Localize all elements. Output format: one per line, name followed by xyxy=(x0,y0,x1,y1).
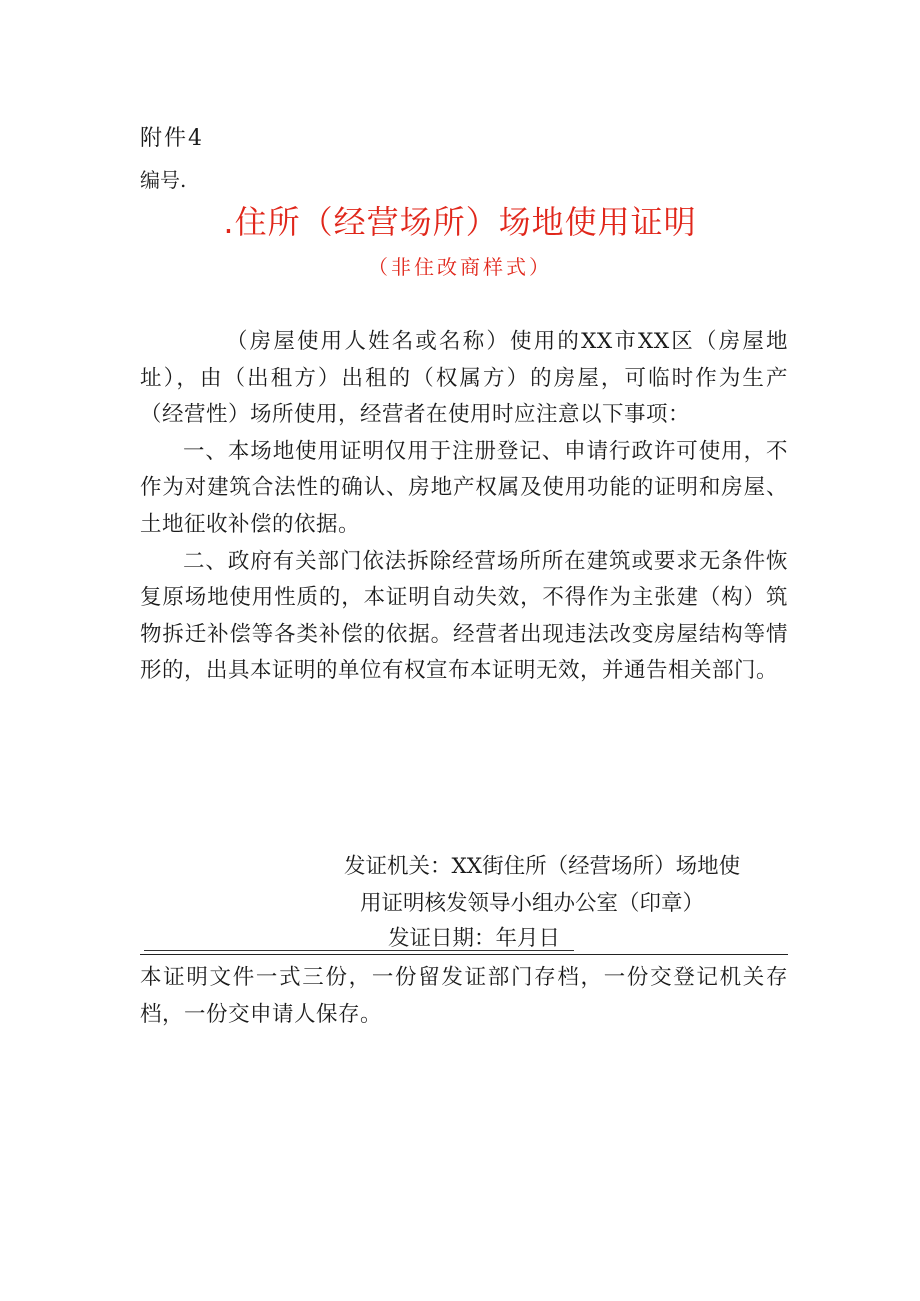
body-paragraph-item-1: 一、本场地使用证明仅用于注册登记、申请行政许可使用，不作为对建筑合法性的确认、房地产权属及使用功能的证明和房屋、土地征收补偿的依据。 xyxy=(140,438,788,537)
serial-number-label: 编号. xyxy=(140,168,187,192)
issuing-authority-line-2: 用证明核发领导小组办公室（印章） xyxy=(360,891,705,916)
issue-date-row xyxy=(144,924,788,954)
attachment-label: 附件4 xyxy=(140,126,204,151)
footer-divider xyxy=(140,954,788,955)
document-title: .住所（经营场所）场地使用证明 xyxy=(223,203,697,241)
issuing-authority xyxy=(344,848,790,922)
body-paragraph-intro: （房屋使用人姓名或名称）使用的XX市XX区（房屋地址），由（出租方）出租的（权属方）的房屋，可临时作为生产（经营性）场所使用，经营者在使用时应注意以下事项： xyxy=(140,329,788,428)
body-paragraph-item-2: 二、政府有关部门依法拆除经营场所所在建筑或要求无条件恢复原场地使用性质的，本证明自动失效，不得作为主张建（构）筑物拆迁补偿等各类补偿的依据。经营者出现违法改变房屋结构等情形的，出具本证明的单位有权宣布本证明无效，并通告相关部门。 xyxy=(140,548,788,684)
issue-date: 发证日期：年月日 xyxy=(388,926,561,951)
footer-note: 本证明文件一式三份，一份留发证部门存档，一份交登记机关存档，一份交申请人保存。 xyxy=(140,965,788,1027)
document-body xyxy=(140,324,788,690)
issuing-authority-line-1: 发证机关：XX街住所（经营场所）场地使 xyxy=(344,854,741,879)
document-subtitle: （非住改商样式） xyxy=(368,255,552,279)
